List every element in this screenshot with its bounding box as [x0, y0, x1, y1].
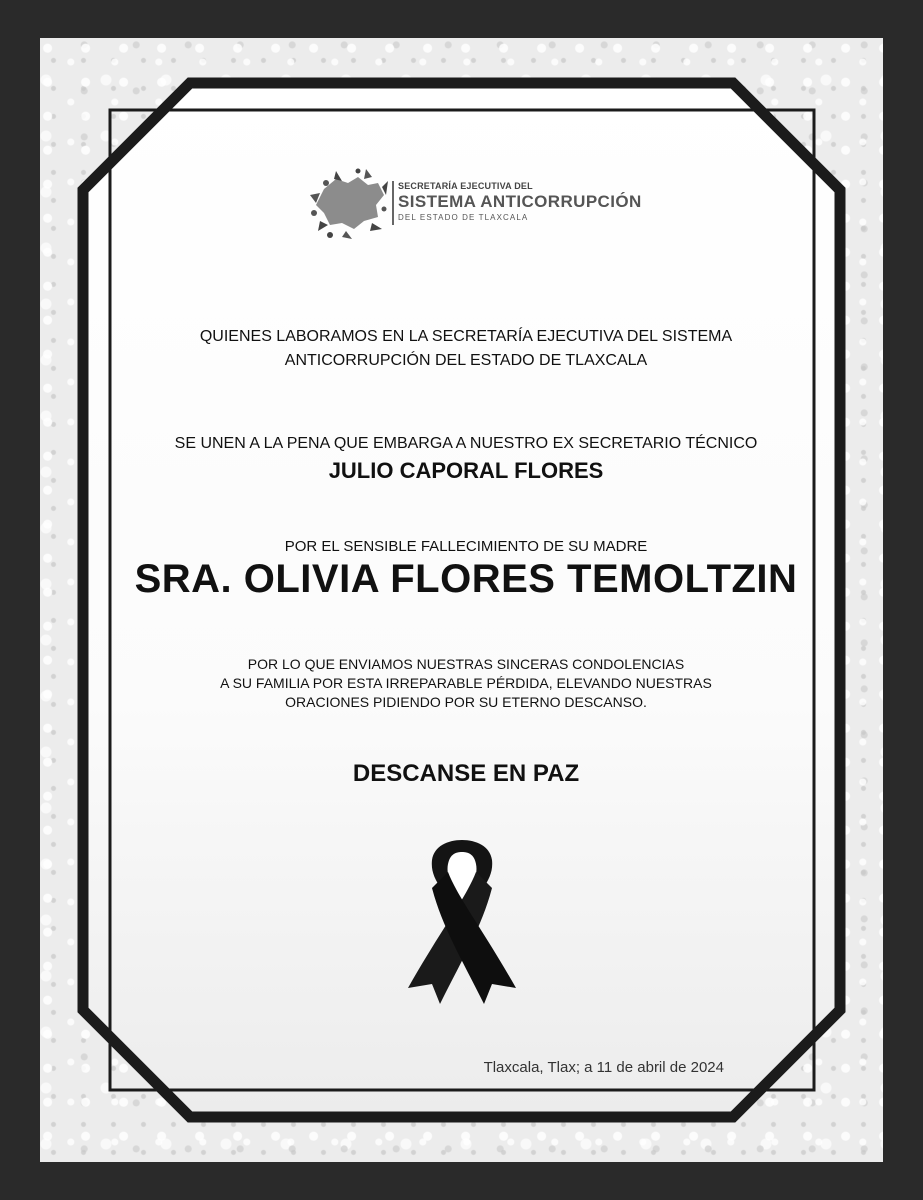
logo-line-2: SISTEMA ANTICORRUPCIÓN — [398, 192, 642, 211]
logo-text — [398, 181, 642, 222]
logo-line-3: DEL ESTADO DE TLAXCALA — [398, 213, 529, 222]
institution-logo — [306, 165, 656, 245]
rest-in-peace: DESCANSE EN PAZ — [352, 760, 580, 787]
join-text: SE UNEN A LA PENA QUE EMBARGA A NUESTRO EX SECRETARIO TÉCNICO — [174, 435, 758, 452]
tlaxcala-map-logo-icon — [306, 165, 390, 241]
reason-text: POR EL SENSIBLE FALLECIMIENTO DE SU MADRE — [284, 538, 648, 555]
logo-divider — [392, 181, 394, 225]
intro-paragraph — [110, 325, 822, 373]
deceased-name: SRA. OLIVIA FLORES TEMOLTZIN — [134, 557, 798, 601]
secretary-name: JULIO CAPORAL FLORES — [328, 458, 604, 483]
intro-line-2: ANTICORRUPCIÓN DEL ESTADO DE TLAXCALA — [284, 352, 648, 369]
condolence-line-2: A SU FAMILIA POR ESTA IRREPARABLE PÉRDIDA, ELEVANDO NUESTRAS — [220, 675, 712, 691]
condolence-line-3: ORACIONES PIDIENDO POR SU ETERNO DESCANSO. — [285, 694, 647, 710]
card-content — [110, 110, 822, 1090]
date-text: Tlaxcala, Tlax; a 11 de abril de 2024 — [483, 1059, 724, 1076]
mourning-ribbon-icon — [402, 838, 522, 1008]
intro-line-1: QUIENES LABORAMOS EN LA SECRETARÍA EJECUTIVA DEL SISTEMA — [199, 328, 733, 345]
condolence-line-1: POR LO QUE ENVIAMOS NUESTRAS SINCERAS CONDOLENCIAS — [247, 656, 685, 672]
logo-line-1: SECRETARÍA EJECUTIVA DEL — [398, 181, 533, 191]
condolence-paragraph — [110, 655, 822, 712]
